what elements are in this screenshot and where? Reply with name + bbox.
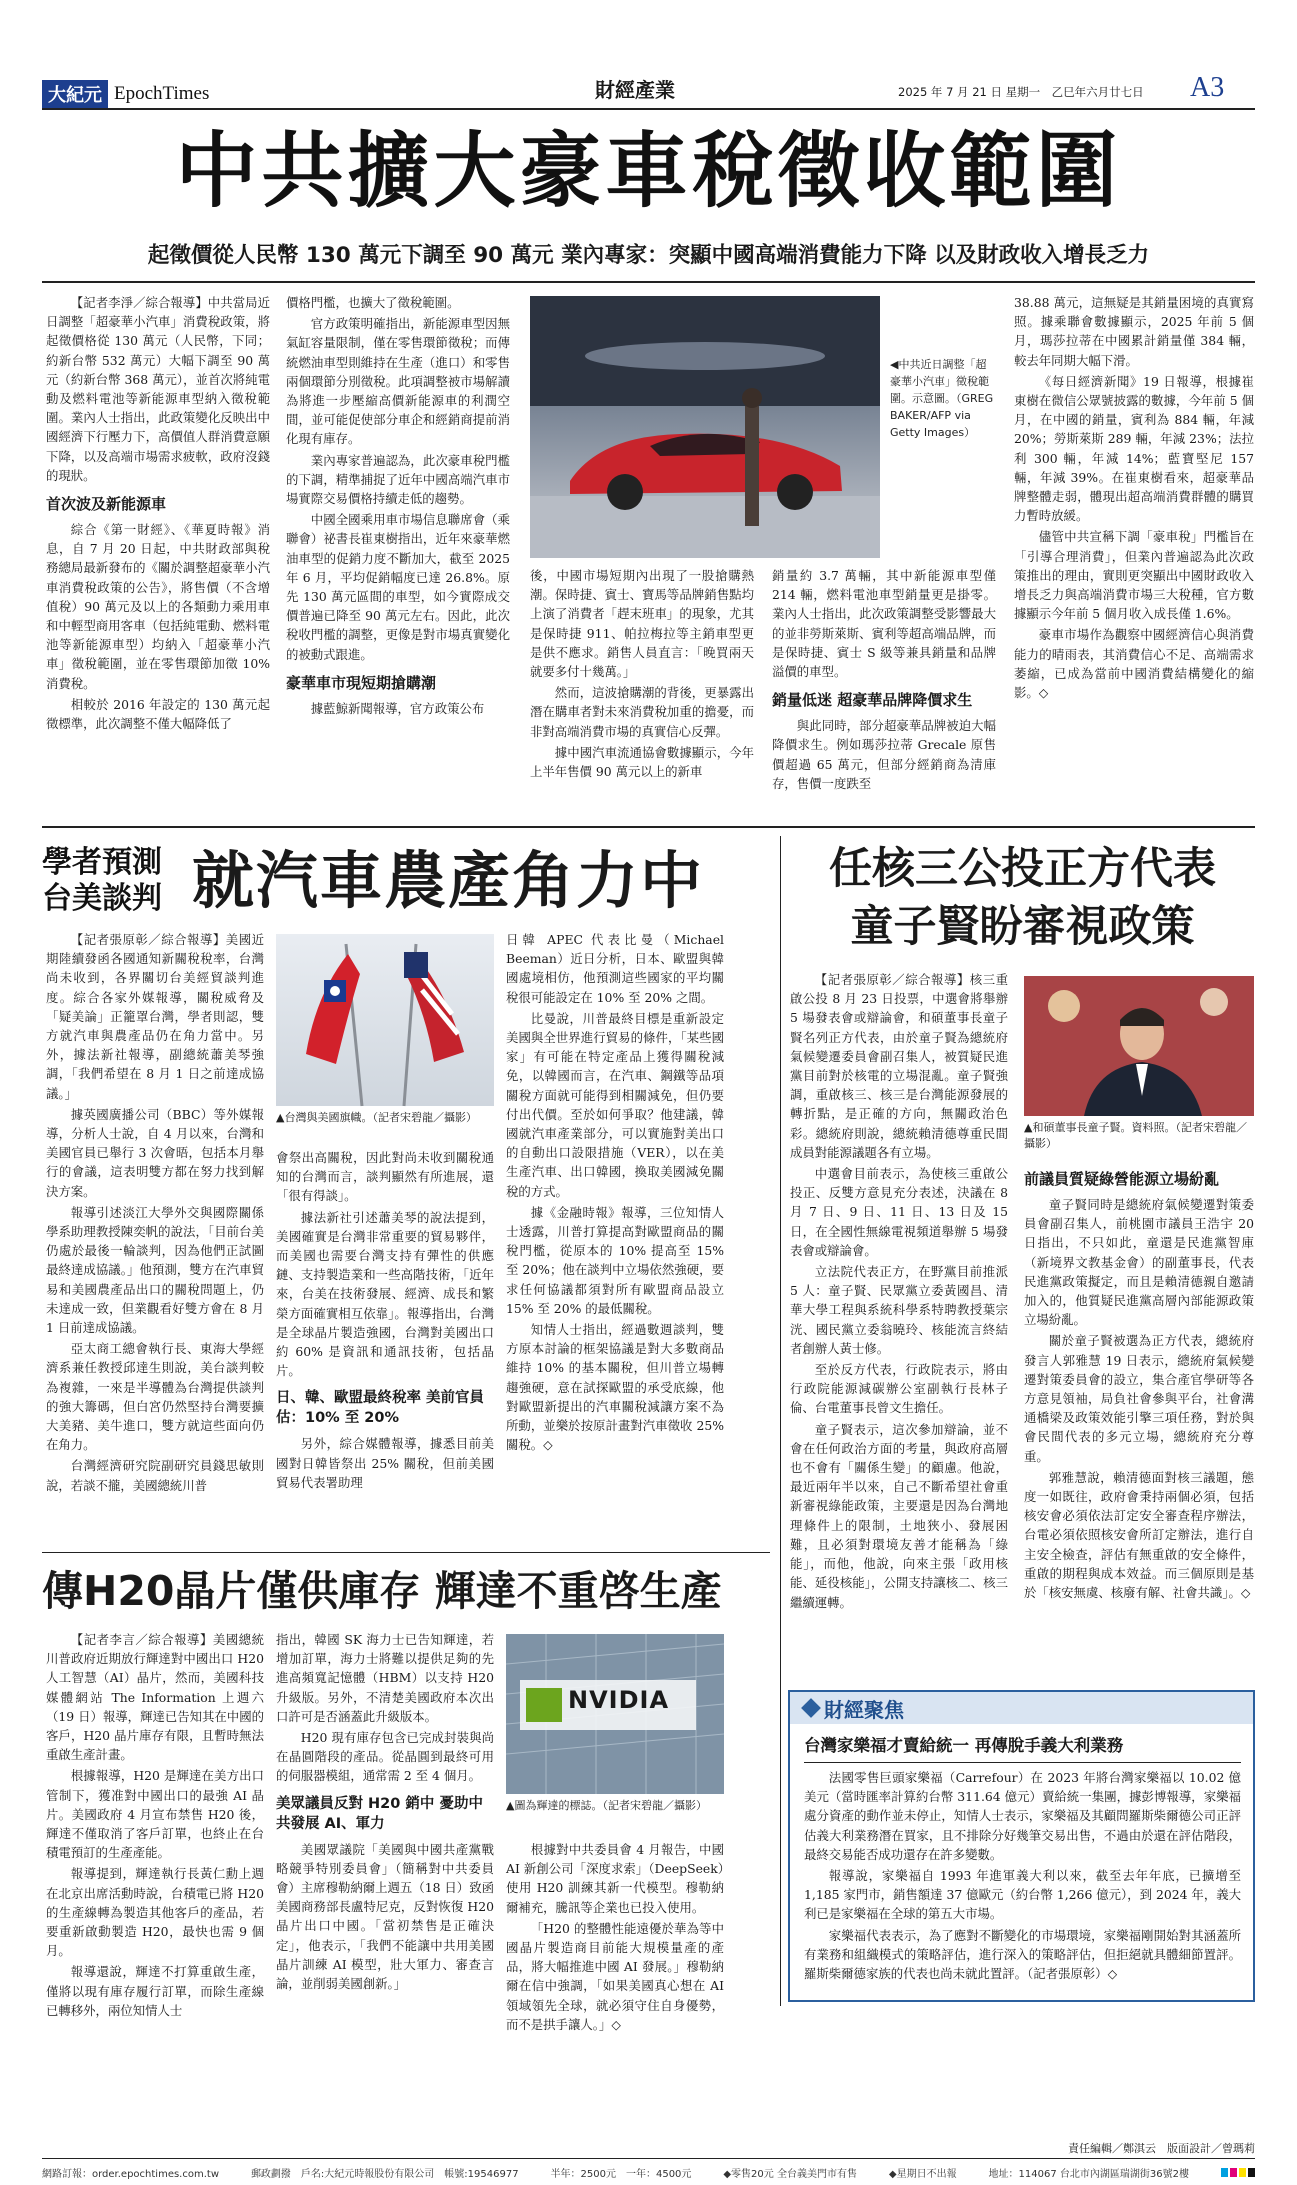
lead-subheadline: 起徵價從人民幣 130 萬元下調至 90 萬元 業內專家：突顯中國高端消費能力下降 以及財政收入增長乏力 — [147, 243, 1150, 268]
color-mark — [1248, 2168, 1255, 2177]
trade-column-3 — [506, 930, 724, 1542]
lead-headline: 中共擴大豪車稅徵收範圍 — [175, 124, 1122, 219]
trade-kicker-line-1: 學者預測 — [42, 845, 162, 880]
trade-paragraph: 台灣經濟研究院副研究員錢思敏則說，若談不攏，美國總統川普 — [46, 1458, 264, 1493]
lead-paragraph: 業內專家普遍認為，此次豪車稅門檻的下調，精準捕捉了近年中國高端汽車市場實際交易價格持續走低的趨勢。 — [286, 452, 510, 507]
masthead — [0, 0, 1297, 118]
footer-account: 郵政劃撥 戶名:大紀元時報股份有限公司 帳號:19546977 — [250, 2168, 519, 2180]
lead-paragraph: 據藍鯨新聞報導，官方政策公布 — [310, 700, 485, 716]
trade-kicker — [42, 845, 192, 917]
trade-paragraph: 比曼說，川普最終目標是重新設定美國與全世界進行貿易的條件，「某些國家」有可能在特定產品上獲得關稅減免，以韓國而言，在汽車、鋼鐵等品項關稅方面就可能得到相關減免，但仍要付出代價。至於如何爭取？他建議，韓國就汽車產業部分，可以實施對美出口的自動出口設限措施（VER），以在美生產汽車、出口韓國，換取美國減免關稅的方式。 — [506, 1010, 724, 1199]
nvidia-paragraph: 根據報導，H20 是輝達在美方出口管制下，獲准對中國出口的最強 AI 晶片。美國政府 4 月宣布禁售 H20 後，輝達不僅取消了客戶訂單，也終止在台積電預訂的生產產能。 — [46, 1768, 264, 1861]
appointment-paragraph: 中選會目前表示，為使核三重啟公投正、反雙方意見充分表述，決議在 8 月 7 日、9 日、11 日、13 日及 15 日，在全國性無線電視頻道舉辦 5 場發表會或辯論會。 — [790, 1166, 1008, 1258]
nvidia-paragraph: 報導還說，輝達不打算重啟生產，僅將以現有庫存履行訂單，而除生產線已轉移外，兩位知情人士 — [46, 1964, 264, 2018]
nvidia-column-1 — [46, 1630, 264, 2018]
lead-photo — [530, 296, 880, 558]
lead-paragraph: 中國全國乘用車市場信息聯席會（乘聯會）祕書長崔東樹指出，近年來豪華燃油車型的促銷力度不斷加大，截至 2025 年 6 月，平均促銷幅度已達 26.8%。原先 130 萬元區間的車型，如今實際成交價普遍已降至 90 萬元左右。因此，此次稅收門檻的調整，更像是對市場真實變化的被動式跟進。 — [286, 512, 510, 662]
trade-paragraph: 據英國廣播公司（BBC）等外媒報導，分析人士說，自 4 月以來，台灣和美國官員已舉行 3 次會晤，包括本月舉行的會議，這表明雙方都在努力找到解決方案。 — [46, 1106, 264, 1199]
appointment-paragraph: 關於童子賢被選為正方代表，總統府發言人郭雅慧 19 日表示，總統府氣候變遷對策委員會的設立，集合產官學研等各方意見領袖，局負社會參與平台，社會溝通橋梁及政策效能引擎三項任務，對於與會民間代表的多元立場，總統府充分尊重。 — [1024, 1333, 1254, 1464]
trade-column-1 — [46, 930, 264, 1542]
finance-headline-rule — [804, 1762, 1241, 1763]
nvidia-subhead: 美眾議員反對 H20 銷中 憂助中共發展 AI、軍力 — [276, 1795, 483, 1832]
section-name: 財經產業 — [595, 78, 675, 102]
finance-paragraph: 法國零售巨頭家樂福（Carrefour）在 2023 年將台灣家樂福以 10.02 億美元（當時匯率計算約台幣 311.64 億元）賣給統一集團，據彭博報導，家樂福處分資產的動作並未停止，知情人士表示，家樂福及其顧問羅斯柴爾德公司正評估義大利業務潛在買家，且不排除分好幾筆交易出售，不過由於還在評估階段，最終交易能否成功還存在許多變數。 — [804, 1770, 1241, 1862]
color-mark — [1221, 2168, 1228, 2177]
trade-paragraph: 【記者張原彰／綜合報導】美國近期陸續發函各國通知新關稅稅率，台灣尚未收到，各界關切台美經貿談判進度。綜合各家外媒報導，關稅威脅及「疑美論」正籠罩台灣，學者則認，雙方就汽車與農產品仍在角力當中。另外，據法新社報導，副總統蕭美琴強調，「我們希望在 8 月 1 日之前達成協議。」 — [46, 932, 264, 1101]
flags-illustration — [276, 934, 494, 1106]
footer-rule — [42, 2158, 1255, 2159]
nvidia-paragraph: 根據對中共委員會 4 月報告，中國 AI 新創公司「深度求索」（DeepSeek）使用 H20 訓練其新一代模型。穆勒納爾補充，騰訊等企業也已投入使用。 — [506, 1842, 724, 1915]
trade-paragraph: 據法新社引述蕭美琴的說法提到，美國確實是台灣非常重要的貿易夥伴，而美國也需要台灣支持有彈性的供應鏈、支持製造業和一些高階技術，「近年來，台美在技術發展、經濟、成長和繁榮方面確實相互依靠」。報導指出，台灣是全球晶片製造強國，台灣對美國出口約 60% 是資訊和通訊技術，包括晶片。 — [276, 1209, 494, 1379]
nvidia-paragraph: H20 現有庫存包含已完成封裝與尚在晶圓階段的產品。從晶圓到最終可用的伺服器模組，通常需 2 至 4 個月。 — [276, 1730, 494, 1784]
lead-paragraph: 《每日經濟新聞》19 日報導，根據崔東樹在微信公眾號披露的數據，今年前 5 個月，在中國的銷量，賓利為 884 輛，年減 20%；勞斯萊斯 289 輛，年減 23%；法拉利 300 輛，年減 14%；藍寶堅尼 157 輛，年減 39%。在崔東樹看來，超豪華品牌整體走弱，體現出超高端消費群體的購買力暫時放緩。 — [1014, 373, 1254, 524]
footer-address: 地址：114067 台北市內湖區瑞湖街36號2樓 — [988, 2168, 1189, 2180]
trade-column-2 — [276, 1148, 494, 1542]
footer — [42, 2162, 1255, 2182]
nvidia-headline: 傳H20晶片僅供庫存 輝達不重啓生產 — [42, 1567, 722, 1615]
footer-schedule: ◆星期日不出報 — [888, 2168, 957, 2180]
lead-paragraph: 官方政策明確指出，新能源車型因無氣缸容量限制，僅在零售環節徵稅；而傳統燃油車型則維持在生產（進口）和零售兩個環節分別徵稅。此項調整被市場解讀為將進一步壓縮高價新能源車的利潤空間，並可能促使部分車企和經銷商提前消化現有庫存。 — [286, 316, 510, 447]
appointment-headline — [790, 840, 1255, 956]
trade-paragraph: 亞太商工總會執行長、東海大學經濟系兼任教授邱達生則說，美台談判較為複雜，一來是半導體為台灣提供談判的強大籌碼，但白宮仍然堅持台灣要擴大美豬、美牛進口，雙方就這些面向仍在角力。 — [46, 1341, 264, 1453]
appointment-paragraph: 童子賢表示，這次參加辯論，並不會在任何政治方面的考量，與政府高層也不會有「關係生變」的顧慮。他說，最近兩年半以來，自己不斷希望社會重新審視綠能政策，主要還是因為台灣地理條件上的限制，土地狹小、發展困難，且必須對環境友善才能稱為「綠能」，而他，他說，向來主張「政用核能、延役核能」，公開支持讓核二、核三繼續運轉。 — [790, 1421, 1008, 1610]
trade-bottom-rule — [42, 1552, 770, 1553]
trade-paragraph: 會祭出高關稅，因此對尚未收到關稅通知的台灣而言，談判顯然有所進展，還「很有得談」。 — [276, 1150, 494, 1204]
flags-photo-caption: ▲台灣與美國旗幟。（記者宋碧龍／攝影） — [276, 1111, 477, 1124]
appointment-column-2 — [1024, 1166, 1254, 1670]
column-divider — [780, 836, 781, 2006]
color-mark — [1239, 2168, 1246, 2177]
footer-price: 半年：2500元 一年：4500元 — [550, 2168, 692, 2180]
trade-kicker-line-2: 台美談判 — [42, 881, 162, 916]
finance-headline: 台灣家樂福才賣給統一 再傳脫手義大利業務 — [804, 1736, 1124, 1755]
logo-cn: 大紀元 — [42, 80, 108, 108]
lead-paragraph: 【記者李淨／綜合報導】中共當局近日調整「超豪華小汽車」消費稅政策，將起徵價格從 130 萬元（人民幣，下同；約新台幣 532 萬元）大幅下調至 90 萬元（約新台幣 368 萬元），並首次將純電動及燃料電池等新能源車型納入徵稅範圍。業內人士指出，此政策變化反映出中國經濟下行壓力下，高價值人群消費意願下降，以及高端市場需求疲軟，政府沒錢的現狀。 — [46, 295, 270, 483]
page-number: A3 — [1190, 72, 1225, 103]
trade-paragraph: 知情人士指出，經過數週談判，雙方原本討論的框架協議是對大多數商品維持 10% 的基本關稅，但川普立場轉趨強硬，意在試探歐盟的承受底線，他對歐盟新提出的汽車關稅減讓方案不為所動，並樂於按原計畫對汽車徵收 25% 關稅。◇ — [506, 1322, 724, 1453]
finance-focus-title: 財經聚焦 — [824, 1697, 904, 1722]
logo-en: EpochTimes — [114, 83, 210, 104]
appointment-paragraph: 【記者張原彰／綜合報導】核三重啟公投 8 月 23 日投票，中選會將舉辦 5 場發表會或辯論會，和碩董事長童子賢名列正方代表，由於童子賢為總統府氣候變遷委員會副召集人，被質疑民進黨目前對於核電的立場混亂。童子賢強調，重啟核三、核三是台灣能源發展的轉折點，是正確的方向，無關政治色彩。總統府則說，總統賴清德尊重民間成員對能源議題各有立場。 — [790, 972, 1008, 1160]
lead-sub-rule — [42, 281, 1255, 283]
lead-paragraph: 價格門檻，也擴大了徵稅範圍。 — [286, 295, 460, 310]
lead-paragraph: 綜合《第一財經》、《華夏時報》消息，自 7 月 20 日起，中共財政部與稅務總局最新發布的《關於調整超豪華小汽車消費稅政策的公告》，將售價（不含增值稅）90 萬元及以上的各類動力乘用車和中輕型商用客車（包括純電動、燃料電池等新能源車型）均納入「超豪華小汽車」徵稅範圍，並在零售環節加徵 10% 消費稅。 — [46, 522, 270, 691]
lead-column-2 — [286, 293, 510, 818]
flags-photo — [276, 934, 494, 1106]
lead-column-4 — [772, 566, 996, 818]
finance-body — [804, 1768, 1241, 1998]
nvidia-paragraph: 【記者李言／綜合報導】美國總統川普政府近期放行輝達對中國出口 H20 人工智慧（AI）晶片，然而，美國科技媒體網站 The Information 上週六（19 日）報導，輝達已告知其在中國的客戶，H20 晶片庫存有限，且暫時無法重啟生產計畫。 — [46, 1632, 264, 1763]
finance-focus-label — [804, 1694, 904, 1722]
trade-subhead: 日、韓、歐盟最終稅率 美前官員估：10% 至 20% — [276, 1390, 485, 1427]
nvidia-paragraph: 報導提到，輝達執行長黃仁勳上週在北京出席活動時說，台積電已將 H20 的生產線轉為製造其他客戶的產品，若要重新啟動製造 H20，最快也需 9 個月。 — [46, 1866, 264, 1959]
lead-paragraph: 相較於 2016 年設定的 130 萬元起徵標準，此次調整不僅大幅降低了 — [46, 696, 270, 732]
footer-website[interactable]: 網路訂報：order.epochtimes.com.tw — [42, 2168, 219, 2180]
lead-paragraph: 38.88 萬元，這無疑是其銷量困境的真實寫照。據乘聯會數據顯示，2025 年前 5 個月，瑪莎拉蒂在中國累計銷量僅 384 輛，較去年同期大幅下滑。 — [1014, 295, 1254, 368]
appointment-subhead: 前議員質疑綠營能源立場紛亂 — [1024, 1170, 1220, 1188]
nvidia-logo-text: NVIDIA — [568, 1686, 670, 1714]
lead-paragraph: 據中國汽車流通協會數據顯示，今年上半年售價 90 萬元以上的新車 — [530, 744, 754, 780]
lead-paragraph: 然而，這波搶購潮的背後，更暴露出潛在購車者對未來消費稅加重的擔憂，而非對高端消費市場的真實信心反彈。 — [530, 685, 754, 739]
trade-paragraph: 據《金融時報》報導，三位知情人士透露，川普打算提高對歐盟商品的關稅門檻，從原本的 10% 提高至 15% 至 20%；他在談判中立場依然強硬，要求任何協議都須對所有歐盟商品設立 15% 至 20% 的最低關稅。 — [506, 1204, 724, 1316]
sports-car-illustration — [530, 296, 880, 558]
trade-paragraph: 另外，綜合媒體報導，據悉目前美國對日韓皆祭出 25% 關稅，但前美國貿易代表署助理 — [276, 1436, 494, 1490]
color-mark — [1230, 2168, 1237, 2177]
appointment-photo — [1024, 976, 1254, 1116]
appointment-column-1 — [790, 970, 1008, 1670]
finance-paragraph: 報導說，家樂福自 1993 年進軍義大利以來，截至去年年底，已擴增至 1,185 家門市，銷售額達 37 億歐元（約台幣 1,266 億元），到 2024 年，義大利已是家樂福在全球的第五大市場。 — [804, 1868, 1241, 1922]
nvidia-photo-caption: ▲圖為輝達的標誌。（記者宋碧龍／攝影） — [506, 1799, 707, 1812]
nvidia-paragraph: 美國眾議院「美國與中國共產黨戰略競爭特別委員會」（簡稱對中共委員會）主席穆勒納爾上週五（18 日）致函美國商務部長盧特尼克，反對恢復 H20 晶片出口中國。「當初禁售是正確決定」，他表示，「我們不能讓中共用美國晶片訓練 AI 模型，壯大軍力、審查言論，並削弱美國創新。」 — [276, 1841, 494, 1992]
lead-column-3 — [530, 566, 754, 818]
appointment-headline-line-2: 童子賢盼審視政策 — [850, 902, 1195, 952]
lead-paragraph: 銷量約 3.7 萬輛，其中新能源車型僅 214 輛，燃料電池車型銷量更是掛零。業內人士指出，此次政策調整受影響最大的並非勞斯萊斯、賓利等超高端品牌，而是保時捷、賓士 S 級等兼具銷量和品牌溢價的車型。 — [772, 568, 996, 680]
speaker-illustration — [1024, 976, 1254, 1116]
footer-retail: ◆零售20元 全台義美門市有售 — [723, 2168, 857, 2180]
nvidia-building-illustration — [506, 1634, 724, 1794]
lead-subhead: 首次波及新能源車 — [46, 495, 167, 514]
trade-headline: 就汽車農產角力中 — [192, 844, 705, 917]
appointment-headline-line-1: 任核三公投正方代表 — [829, 844, 1216, 894]
appointment-paragraph: 郭雅慧說，賴清德面對核三議題，態度一如既往，政府會秉持兩個必須，包括核安會必須依法訂定安全審查程序辦法，台電必須依照核安會所訂定辦法，進行自主安全檢查，評估有無重啟的安全條件，重啟的期程與成本效益。而三個原則是基於「核安無虞、核廢有解、社會共識」。◇ — [1024, 1469, 1254, 1601]
lead-paragraph: 與此同時，部分超豪華品牌被迫大幅降價求生。例如瑪莎拉蒂 Grecale 原售價超過 65 萬元，但部分經銷商為清庫存，售價一度跌至 — [772, 718, 996, 791]
lead-paragraph: 後，中國市場短期內出現了一股搶購熱潮。保時捷、賓士、寶馬等品牌銷售點均上演了消費者「趕末班車」的現象，尤其是保時捷 911、帕拉梅拉等主銷車型更是供不應求。銷售人員直言：「晚買兩天就要多付十幾萬。」 — [530, 568, 754, 680]
finance-focus-icon — [801, 1698, 821, 1718]
nvidia-paragraph: 指出，韓國 SK 海力士已告知輝達，若增加訂單，海力士將難以提供足夠的先進高頻寬記憶體（HBM）以支持 H20 升級版。另外，不清楚美國政府本次出口許可是否涵蓋此升級版本。 — [276, 1632, 494, 1724]
nvidia-column-2 — [276, 1630, 494, 1998]
masthead-rule — [42, 108, 1255, 110]
lead-column-5 — [1014, 293, 1254, 818]
nvidia-paragraph: 「H20 的整體性能遠優於華為等中國晶片製造商目前能大規模量產的產品，將大幅推進中國 AI 發展。」穆勒納爾在信中強調，「如果美國真心想在 AI 領域領先全球，就必須守住自身優勢，而不是拱手讓人。」◇ — [506, 1920, 724, 2032]
nvidia-column-3 — [506, 1840, 724, 2032]
finance-focus-box — [788, 1690, 1255, 2002]
lead-column-1 — [46, 293, 270, 818]
logo — [42, 80, 209, 108]
finance-paragraph: 家樂福代表表示，為了應對不斷變化的市場環境，家樂福剛開始對其涵蓋所有業務和組織模式的策略評估，進行深入的策略評估，但拒絕就具體細節置評。羅斯柴爾德家族的代表也尚未就此置評。（記者張原彰）◇ — [804, 1927, 1241, 1982]
appointment-photo-caption: ▲和碩董事長童子賢。資料照。（記者宋碧龍／攝影） — [1024, 1121, 1247, 1150]
nvidia-photo — [506, 1634, 724, 1794]
lead-paragraph: 儘管中共宣稱下調「豪車稅」門檻旨在「引導合理消費」，但業內普遍認為此次政策推出的理由，實則更突顯出中國財政收入增長乏力與高端消費市場三大稅種，官方數據顯示今年前 5 個月收入成長僅 1.6%。 — [1014, 529, 1254, 622]
lead-photo-caption: ◀中共近日調整「超豪華小汽車」徵稅範圍。示意圖。（GREG BAKER/AFP via Getty Images） — [890, 358, 994, 439]
lead-subhead: 豪華車市現短期搶購潮 — [286, 673, 437, 692]
appointment-paragraph: 至於反方代表，行政院表示，將由行政院能源減碳辦公室副執行長林子倫、台電董事長曾文生擔任。 — [790, 1362, 1008, 1416]
lead-subhead: 銷量低迷 超豪華品牌降價求生 — [772, 691, 973, 710]
lead-paragraph: 豪車市場作為觀察中國經濟信心與消費能力的晴雨表，其消費信心不足、高端需求萎縮，已成為當前中國消費結構變化的縮影。◇ — [1014, 627, 1254, 701]
trade-paragraph: 日韓 APEC 代表比曼（Michael Beeman）近日分析，日本、歐盟與韓國處境相仿，他預測這些國家的平均關稅很可能設定在 10% 至 20% 之間。 — [506, 932, 724, 1005]
trade-paragraph: 報導引述淡江大學外交與國際關係學系助理教授陳奕帆的說法，「目前台美仍處於最後一輪談判，因為他們正試圖最終達成協議。」他預測，雙方在汽車貿易和美國農產品出口的關稅問題上，仍未達成一致，但業觀看好雙方會在 8 月 1 日前達成協議。 — [46, 1204, 264, 1336]
appointment-paragraph: 童子賢同時是總統府氣候變遷對策委員會副召集人，前桃園市議員王浩宇 20 日指出，不只如此，童還是民進黨智庫（新境界文教基金會）的副董事長，代表民進黨政策擬定，而且是賴清德親自邀請加入的，他質疑民進黨高層內部能源政策立場紛亂。 — [1024, 1197, 1254, 1328]
color-registration-marks — [1221, 2168, 1255, 2177]
issue-date: 2025 年 7 月 21 日 星期一 乙巳年六月廿七日 — [898, 85, 1144, 99]
appointment-paragraph: 立法院代表正方，在野黨目前推派 5 人：童子賢、民眾黨立委黃國昌、清華大學工程與系統科學系特聘教授葉宗洸、國民黨立委翁曉玲、核能流言終結者創辦人黃士修。 — [790, 1264, 1008, 1356]
editor-credits: 責任編輯／鄭淇云 版面設計／曾瑪莉 — [1068, 2142, 1255, 2155]
lead-bottom-rule — [42, 826, 1255, 828]
